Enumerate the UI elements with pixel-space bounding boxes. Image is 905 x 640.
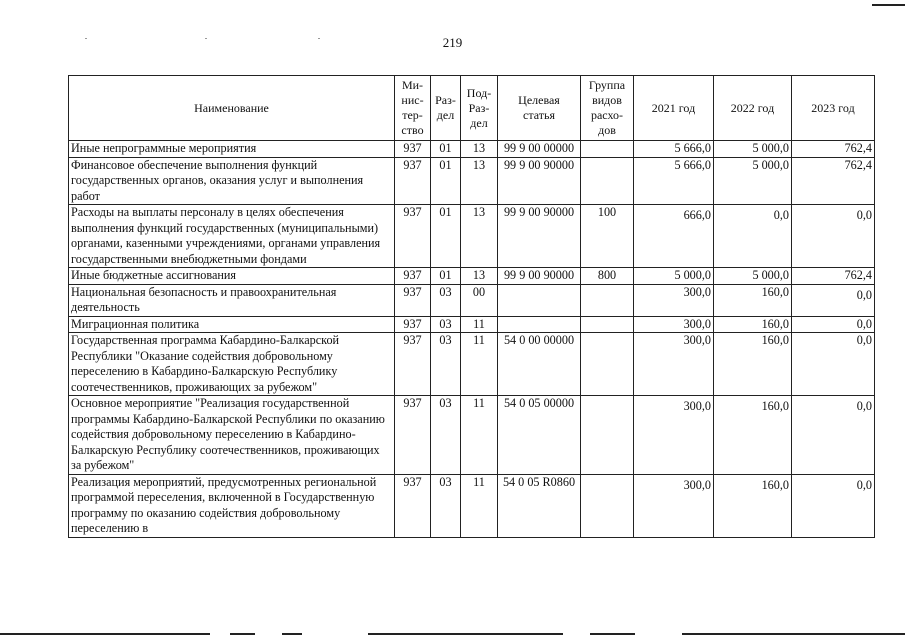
row-value-2021: 5 000,0 (634, 268, 714, 285)
row-name: Миграционная политика (69, 316, 395, 333)
row-value-2022: 5 000,0 (714, 141, 792, 158)
row-target: 99 9 00 90000 (498, 268, 581, 285)
row-section: 03 (431, 284, 461, 316)
row-value-2022: 160,0 (714, 396, 792, 475)
row-name: Основное мероприятие "Реализация государственной программы Кабардино-Балкарской Республики по оказанию содействия добровольному переселению в Кабардино-Балкарскую Республику соотечественников, проживающих за рубежом" (69, 396, 395, 475)
row-section: 01 (431, 141, 461, 158)
row-section: 01 (431, 157, 461, 205)
row-value-2021: 300,0 (634, 284, 714, 316)
row-value-2022: 5 000,0 (714, 268, 792, 285)
scan-mark (230, 633, 255, 635)
scan-mark (368, 633, 563, 635)
row-target: 99 9 00 90000 (498, 205, 581, 268)
row-target: 99 9 00 90000 (498, 157, 581, 205)
row-target: 54 0 05 R0860 (498, 474, 581, 537)
row-name: Национальная безопасность и правоохранительная деятельность (69, 284, 395, 316)
row-value-2023: 0,0 (792, 474, 875, 537)
row-subsection: 11 (461, 474, 498, 537)
page-number: 219 (442, 35, 463, 50)
row-target: 54 0 00 00000 (498, 333, 581, 396)
row-value-2021: 5 666,0 (634, 141, 714, 158)
row-subsection: 00 (461, 284, 498, 316)
row-target (498, 284, 581, 316)
bottom-scan-edge (0, 630, 905, 640)
row-group (581, 396, 634, 475)
header-subsection: Под- Раз- дел (461, 76, 498, 141)
table-row (69, 205, 875, 268)
row-ministry: 937 (395, 141, 431, 158)
row-group (581, 284, 634, 316)
row-value-2023: 0,0 (792, 396, 875, 475)
row-subsection: 13 (461, 141, 498, 158)
row-value-2023: 0,0 (792, 333, 875, 396)
row-section: 03 (431, 396, 461, 475)
row-value-2023: 0,0 (792, 316, 875, 333)
row-target: 54 0 05 00000 (498, 396, 581, 475)
table-row (69, 474, 875, 537)
row-name: Иные бюджетные ассигнования (69, 268, 395, 285)
row-group (581, 141, 634, 158)
header-name: Наименование (69, 76, 395, 141)
row-group (581, 474, 634, 537)
row-value-2022: 0,0 (714, 205, 792, 268)
row-group (581, 157, 634, 205)
row-ministry: 937 (395, 396, 431, 475)
row-value-2021: 300,0 (634, 316, 714, 333)
row-value-2022: 160,0 (714, 284, 792, 316)
row-ministry: 937 (395, 268, 431, 285)
row-value-2021: 666,0 (634, 205, 714, 268)
header-year-2021: 2021 год (634, 76, 714, 141)
row-value-2023: 762,4 (792, 268, 875, 285)
table-row (69, 316, 875, 333)
row-value-2021: 300,0 (634, 396, 714, 475)
row-name: Финансовое обеспечение выполнения функций государственных органов, оказания услуг и выполнения работ (69, 157, 395, 205)
row-value-2022: 160,0 (714, 316, 792, 333)
row-value-2023: 762,4 (792, 141, 875, 158)
row-section: 03 (431, 474, 461, 537)
header-ministry: Ми- нис- тер- ство (395, 76, 431, 141)
row-subsection: 11 (461, 396, 498, 475)
scan-mark (282, 633, 302, 635)
row-subsection: 13 (461, 268, 498, 285)
row-subsection: 11 (461, 316, 498, 333)
top-edge-line (872, 4, 905, 6)
table-header-row (69, 76, 875, 141)
row-group (581, 333, 634, 396)
row-value-2022: 5 000,0 (714, 157, 792, 205)
row-name: Иные непрограммные мероприятия (69, 141, 395, 158)
scan-mark (590, 633, 635, 635)
row-value-2021: 5 666,0 (634, 157, 714, 205)
row-ministry: 937 (395, 205, 431, 268)
budget-table (68, 75, 875, 538)
row-section: 03 (431, 316, 461, 333)
row-section: 01 (431, 268, 461, 285)
row-subsection: 13 (461, 205, 498, 268)
row-value-2023: 0,0 (792, 284, 875, 316)
scan-mark (0, 633, 210, 635)
row-group: 100 (581, 205, 634, 268)
row-section: 01 (431, 205, 461, 268)
row-ministry: 937 (395, 284, 431, 316)
row-value-2021: 300,0 (634, 474, 714, 537)
table-row (69, 396, 875, 475)
row-subsection: 11 (461, 333, 498, 396)
row-ministry: 937 (395, 333, 431, 396)
row-value-2023: 762,4 (792, 157, 875, 205)
header-section: Раз- дел (431, 76, 461, 141)
header-year-2022: 2022 год (714, 76, 792, 141)
row-ministry: 937 (395, 474, 431, 537)
row-section: 03 (431, 333, 461, 396)
row-value-2023: 0,0 (792, 205, 875, 268)
row-ministry: 937 (395, 157, 431, 205)
row-target (498, 316, 581, 333)
row-value-2021: 300,0 (634, 333, 714, 396)
row-ministry: 937 (395, 316, 431, 333)
table-row (69, 157, 875, 205)
row-value-2022: 160,0 (714, 474, 792, 537)
row-subsection: 13 (461, 157, 498, 205)
table-row (69, 333, 875, 396)
header-target-article: Целевая статья (498, 76, 581, 141)
scan-mark (682, 633, 905, 635)
table-row (69, 268, 875, 285)
row-group: 800 (581, 268, 634, 285)
row-target: 99 9 00 00000 (498, 141, 581, 158)
header-expense-group: Группа видов расхо- дов (581, 76, 634, 141)
row-name: Реализация мероприятий, предусмотренных региональной программой переселения, включенной в Государственную программу по оказанию содействия добровольному переселению в (69, 474, 395, 537)
row-group (581, 316, 634, 333)
row-name: Государственная программа Кабардино-Балкарской Республики "Оказание содействия добровольному переселению в Кабардино-Балкарскую Республику соотечественников, проживающих за рубежом" (69, 333, 395, 396)
row-value-2022: 160,0 (714, 333, 792, 396)
header-year-2023: 2023 год (792, 76, 875, 141)
row-name: Расходы на выплаты персоналу в целях обеспечения выполнения функций государственных (муниципальными) органами, казенными учреждениями, органами управления государственными внебюджетными фондами (69, 205, 395, 268)
table-row (69, 284, 875, 316)
table-row (69, 141, 875, 158)
